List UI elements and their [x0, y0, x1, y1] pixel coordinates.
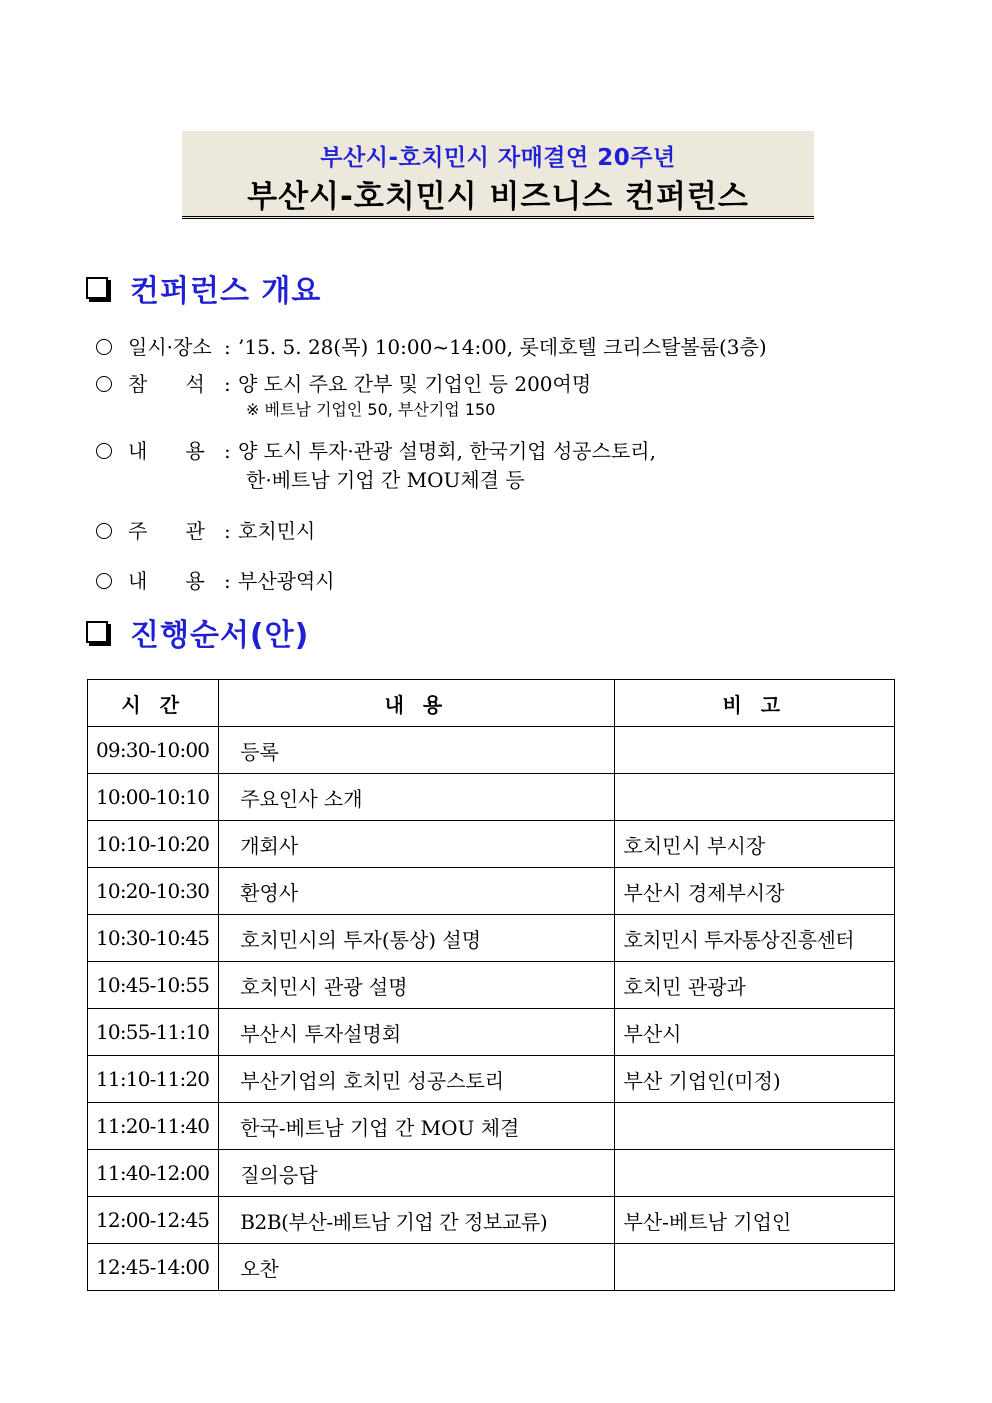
cell-note: 호치민시 부시장 — [614, 821, 894, 868]
table-row — [88, 1009, 895, 1056]
item-colon: : — [224, 439, 231, 463]
table-row — [88, 821, 895, 868]
cell-time: 09:30-10:00 — [88, 727, 219, 774]
table-row — [88, 1103, 895, 1150]
table-row — [88, 774, 895, 821]
column-header-content: 내 용 — [219, 680, 614, 727]
section-title: 컨퍼런스 개요 — [130, 274, 322, 309]
document-subtitle: 부산시-호치민시 자매결연 20주년 — [320, 145, 676, 171]
cell-time: 10:20-10:30 — [88, 868, 219, 915]
cell-time: 11:20-11:40 — [88, 1103, 219, 1150]
section-schedule-heading — [86, 612, 309, 652]
table-row — [88, 868, 895, 915]
section-title: 진행순서(안) — [130, 618, 310, 653]
cell-note — [614, 1150, 894, 1197]
title-box — [182, 131, 814, 219]
overview-item-host — [96, 515, 315, 544]
column-header-time: 시 간 — [88, 680, 219, 727]
item-value: 양 도시 투자·관광 설명회, 한국기업 성공스토리, — [238, 439, 656, 463]
schedule-table — [87, 679, 895, 1291]
item-label: 일시·장소 — [128, 335, 212, 359]
cell-note: 부산시 경제부시장 — [614, 868, 894, 915]
cell-note: 호치민시 투자통상진흥센터 — [614, 915, 894, 962]
item-label: 주 관 — [128, 519, 205, 543]
cell-time: 10:10-10:20 — [88, 821, 219, 868]
cell-time: 10:00-10:10 — [88, 774, 219, 821]
cell-content: 호치민시의 투자(통상) 설명 — [219, 915, 614, 962]
cell-content: 오찬 — [219, 1244, 614, 1291]
cell-content: B2B(부산-베트남 기업 간 정보교류) — [219, 1197, 614, 1244]
item-label: 내 용 — [128, 569, 205, 593]
cell-time: 11:10-11:20 — [88, 1056, 219, 1103]
cell-content: 등록 — [219, 727, 614, 774]
table-row — [88, 1197, 895, 1244]
item-label: 참 석 — [128, 372, 205, 396]
cell-note — [614, 774, 894, 821]
cell-note: 호치민 관광과 — [614, 962, 894, 1009]
table-row — [88, 727, 895, 774]
item-value: 부산광역시 — [238, 569, 335, 593]
cell-content: 부산시 투자설명회 — [219, 1009, 614, 1056]
item-label: 내 용 — [128, 439, 205, 463]
cell-content: 호치민시 관광 설명 — [219, 962, 614, 1009]
cell-note — [614, 1103, 894, 1150]
table-row — [88, 1150, 895, 1197]
overview-item-content — [96, 435, 656, 464]
attendee-note: ※ 베트남 기업인 50, 부산기업 150 — [246, 400, 496, 419]
cell-content: 주요인사 소개 — [219, 774, 614, 821]
table-header-row — [88, 680, 895, 727]
cell-time: 12:45-14:00 — [88, 1244, 219, 1291]
item-value: 양 도시 주요 간부 및 기업인 등 200여명 — [238, 372, 592, 396]
item-value: 호치민시 — [238, 519, 316, 543]
circle-bullet-icon — [96, 443, 112, 459]
item-colon: : — [224, 372, 231, 396]
document-title: 부산시-호치민시 비즈니스 컨퍼런스 — [247, 179, 749, 215]
item-colon: : — [224, 335, 231, 359]
overview-item-attendees — [96, 368, 591, 397]
cell-note — [614, 727, 894, 774]
column-header-note: 비 고 — [614, 680, 894, 727]
cell-time: 11:40-12:00 — [88, 1150, 219, 1197]
cell-note: 부산시 — [614, 1009, 894, 1056]
cell-content: 환영사 — [219, 868, 614, 915]
item-colon: : — [224, 519, 231, 543]
cell-note: 부산-베트남 기업인 — [614, 1197, 894, 1244]
item-value-continued: 한·베트남 기업 간 MOU체결 등 — [246, 468, 525, 492]
overview-item-datetime — [96, 331, 767, 360]
table-row — [88, 915, 895, 962]
cell-content: 부산기업의 호치민 성공스토리 — [219, 1056, 614, 1103]
checkbox-square-icon — [86, 621, 108, 643]
circle-bullet-icon — [96, 523, 112, 539]
checkbox-square-icon — [86, 277, 108, 299]
circle-bullet-icon — [96, 376, 112, 392]
cell-time: 10:30-10:45 — [88, 915, 219, 962]
circle-bullet-icon — [96, 573, 112, 589]
item-value: ’15. 5. 28(목) 10:00~14:00, 롯데호텔 크리스탈볼룸(3층) — [238, 335, 767, 359]
circle-bullet-icon — [96, 339, 112, 355]
cell-content: 개회사 — [219, 821, 614, 868]
cell-time: 12:00-12:45 — [88, 1197, 219, 1244]
cell-note — [614, 1244, 894, 1291]
cell-content: 질의응답 — [219, 1150, 614, 1197]
cell-note: 부산 기업인(미정) — [614, 1056, 894, 1103]
table-row — [88, 962, 895, 1009]
overview-item-organizer — [96, 565, 335, 594]
item-colon: : — [224, 569, 231, 593]
cell-time: 10:45-10:55 — [88, 962, 219, 1009]
cell-content: 한국-베트남 기업 간 MOU 체결 — [219, 1103, 614, 1150]
section-overview-heading — [86, 268, 321, 308]
cell-time: 10:55-11:10 — [88, 1009, 219, 1056]
table-row — [88, 1056, 895, 1103]
table-row — [88, 1244, 895, 1291]
